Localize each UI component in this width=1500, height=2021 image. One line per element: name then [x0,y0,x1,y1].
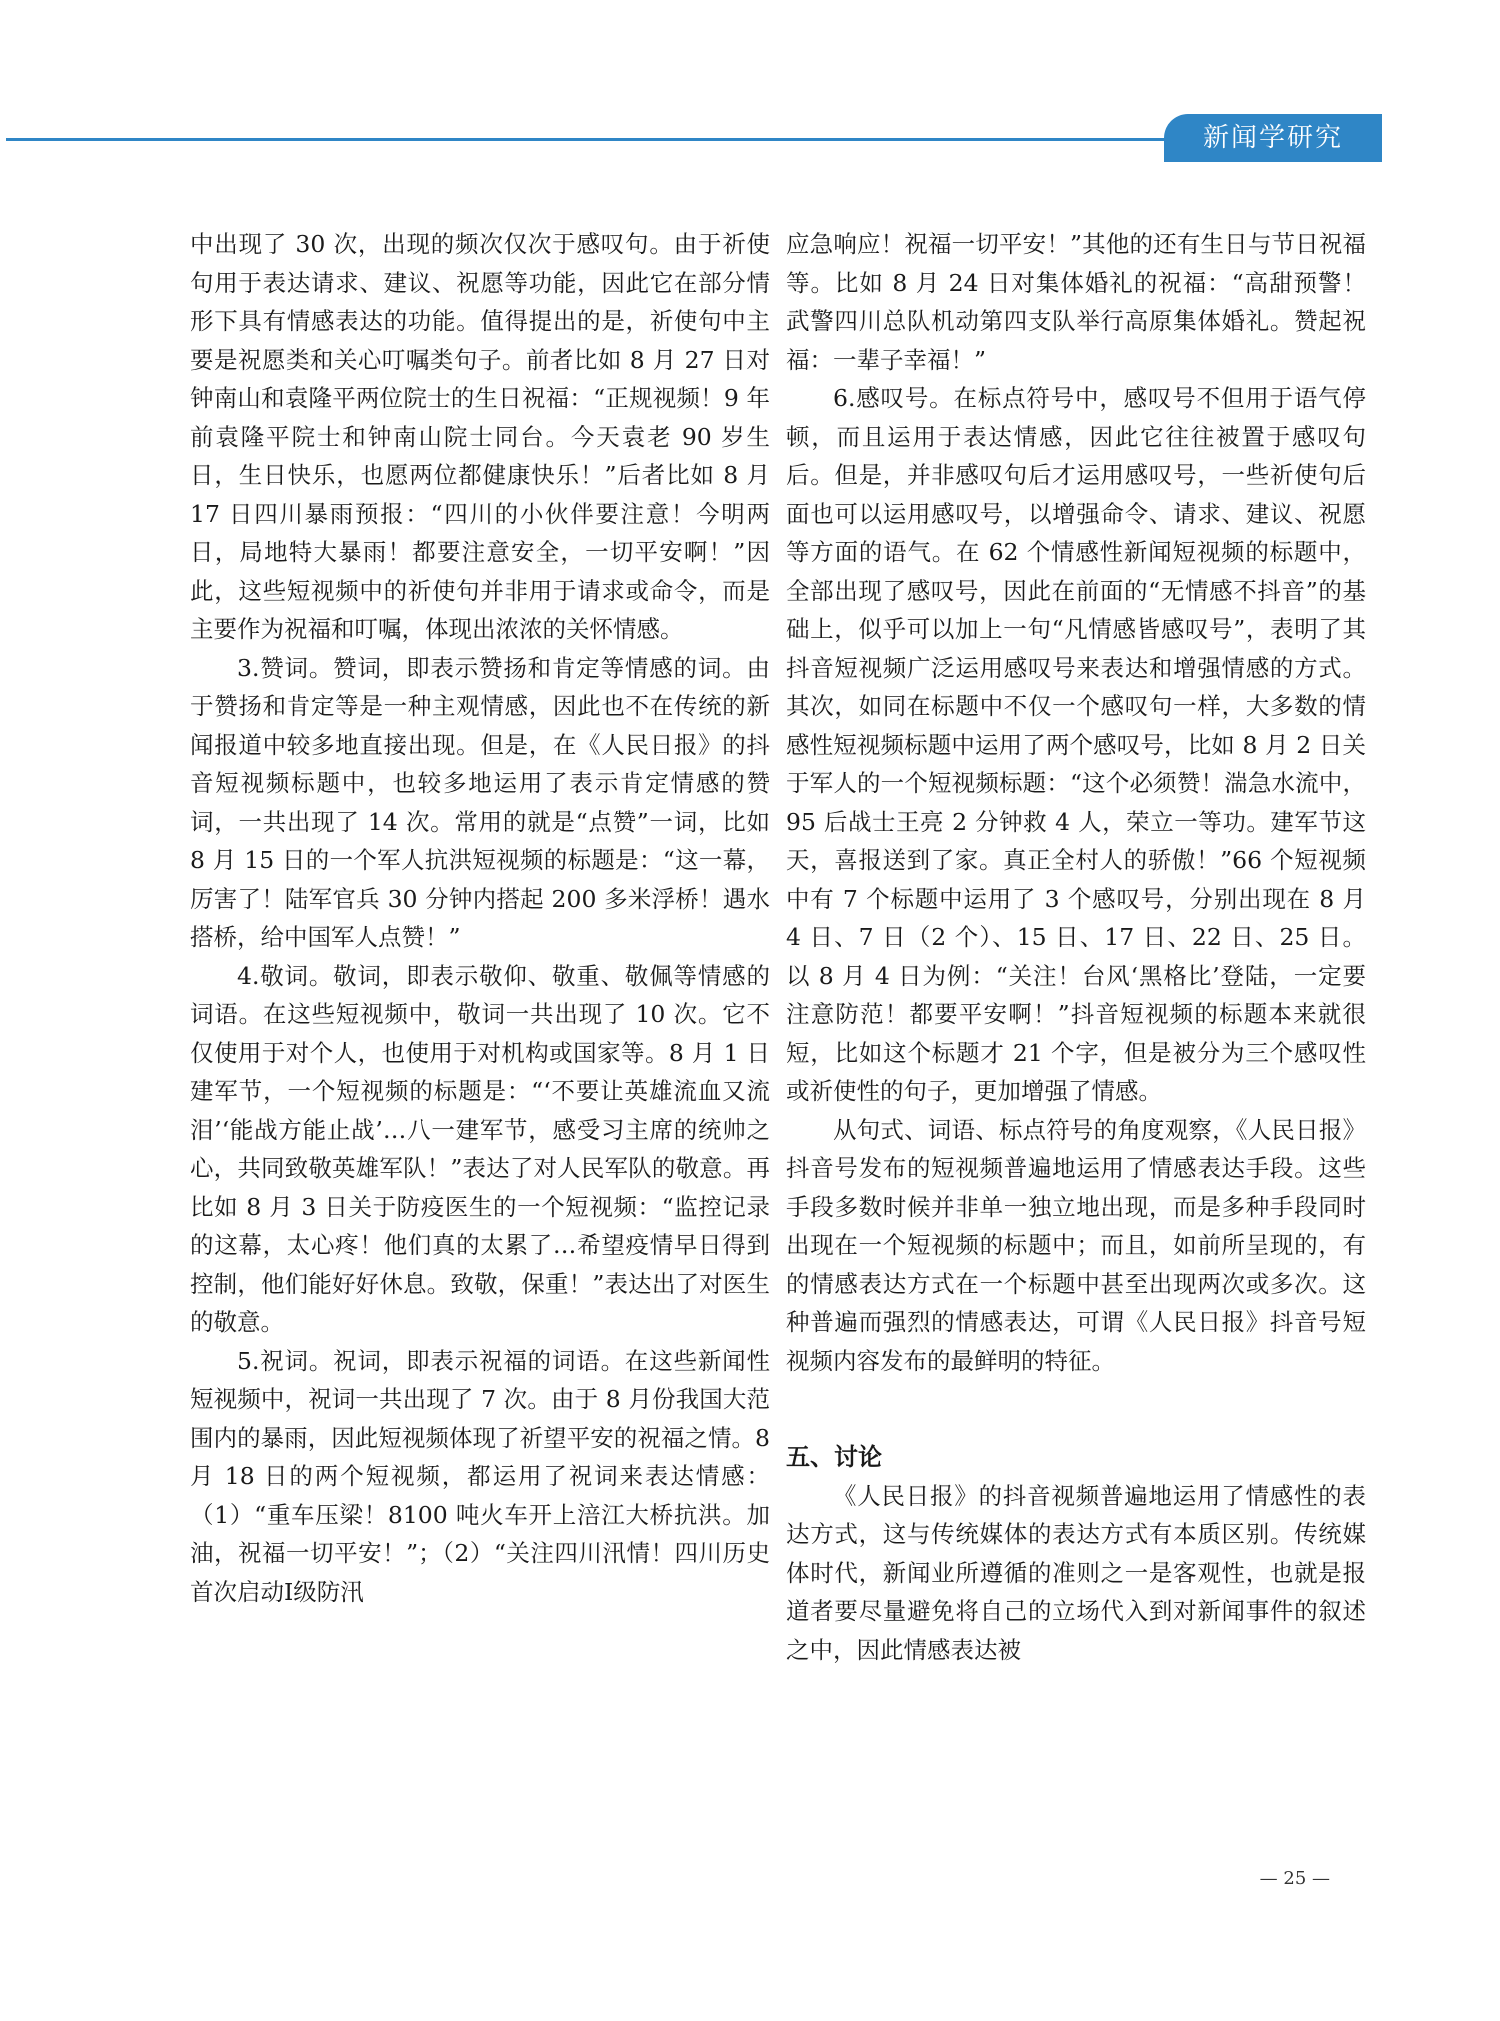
header-rule [6,138,1186,141]
paragraph: 应急响应！祝福一切平安！”其他的还有生日与节日祝福等。比如 8 月 24 日对集体婚礼的祝福：“高甜预警！武警四川总队机动第四支队举行高原集体婚礼。赞起祝福：一辈子幸福！” [786,230,1366,374]
paragraph: 4.敬词。敬词，即表示敬仰、敬重、敬佩等情感的词语。在这些短视频中，敬词一共出现了 10 次。它不仅使用于对个人，也使用于对机构或国家等。8 月 1 日建军节，一个短视频的标题是：“‘不要让英雄流血又流泪’‘能战方能止战’…八一建军节，感受习主席的统帅之心，共同致敬英雄军队！”表达了对人民军队的敬意。再比如 8 月 3 日关于防疫医生的一个短视频：“监控记录的这幕，太心疼！他们真的太累了…希望疫情早日得到控制，他们能好好休息。致敬，保重！”表达出了对医生的敬意。 [190,961,770,1336]
right-column [786,225,1366,1669]
paragraph: 3.赞词。赞词，即表示赞扬和肯定等情感的词。由于赞扬和肯定等是一种主观情感，因此也不在传统的新闻报道中较多地直接出现。但是，在《人民日报》的抖音短视频标题中，也较多地运用了表示肯定情感的赞词，一共出现了 14 次。常用的就是“点赞”一词，比如 8 月 15 日的一个军人抗洪短视频的标题是：“这一幕，厉害了！陆军官兵 30 分钟内搭起 200 多米浮桥！遇水搭桥，给中国军人点赞！” [190,653,770,951]
paragraph: 《人民日报》的抖音视频普遍地运用了情感性的表达方式，这与传统媒体的表达方式有本质区别。传统媒体时代，新闻业所遵循的准则之一是客观性，也就是报道者要尽量避免将自己的立场代入到对新闻事件的叙述之中，因此情感表达被 [786,1481,1366,1664]
section-heading: 五、讨论 [786,1442,882,1471]
section-spacer [786,1380,1366,1438]
left-column [190,225,770,1611]
page-number: — 25 — [1259,1868,1330,1889]
section-header-tab [1164,114,1382,162]
paragraph: 5.祝词。祝词，即表示祝福的词语。在这些新闻性短视频中，祝词一共出现了 7 次。由于 8 月份我国大范围内的暴雨，因此短视频体现了祈望平安的祝福之情。8 月 18 日的两个短视频，都运用了祝词来表达情感：（1）“重车压梁！8100 吨火车开上涪江大桥抗洪。加油，祝福一切平安！”；（2）“关注四川汛情！四川历史首次启动Ⅰ级防汛 [190,1346,770,1606]
paragraph: 中出现了 30 次，出现的频次仅次于感叹句。由于祈使句用于表达请求、建议、祝愿等功能，因此它在部分情形下具有情感表达的功能。值得提出的是，祈使句中主要是祝愿类和关心叮嘱类句子。前者比如 8 月 27 日对钟南山和袁隆平两位院士的生日祝福：“正规视频！9 年前袁隆平院士和钟南山院士同台。今天袁老 90 岁生日，生日快乐，也愿两位都健康快乐！”后者比如 8 月 17 日四川暴雨预报：“四川的小伙伴要注意！今明两日，局地特大暴雨！都要注意安全，一切平安啊！”因此，这些短视频中的祈使句并非用于请求或命令，而是主要作为祝福和叮嘱，体现出浓浓的关怀情感。 [190,230,770,643]
paragraph: 6.感叹号。在标点符号中，感叹号不但用于语气停顿，而且运用于表达情感，因此它往往被置于感叹句后。但是，并非感叹句后才运用感叹号，一些祈使句后面也可以运用感叹号，以增强命令、请求、建议、祝愿等方面的语气。在 62 个情感性新闻短视频的标题中，全部出现了感叹号，因此在前面的“无情感不抖音”的基础上，似乎可以加上一句“凡情感皆感叹号”，表明了其抖音短视频广泛运用感叹号来表达和增强情感的方式。其次，如同在标题中不仅一个感叹句一样，大多数的情感性短视频标题中运用了两个感叹号，比如 8 月 2 日关于军人的一个短视频标题：“这个必须赞！湍急水流中，95 后战士王亮 2 分钟救 4 人，荣立一等功。建军节这天，喜报送到了家。真正全村人的骄傲！”66 个短视频中有 7 个标题中运用了 3 个感叹号，分别出现在 8 月 4 日、7 日（2 个）、15 日、17 日、22 日、25 日。以 8 月 4 日为例：“关注！台风‘黑格比’登陆，一定要注意防范！都要平安啊！”抖音短视频的标题本来就很短，比如这个标题才 21 个字，但是被分为三个感叹性或祈使性的句子，更加增强了情感。 [786,384,1366,1105]
section-title: 新闻学研究 [1202,123,1343,153]
paragraph: 从句式、词语、标点符号的角度观察，《人民日报》抖音号发布的短视频普遍地运用了情感表达手段。这些手段多数时候并非单一独立地出现，而是多种手段同时出现在一个短视频的标题中；而且，如前所呈现的，有的情感表达方式在一个标题中甚至出现两次或多次。这种普遍而强烈的情感表达，可谓《人民日报》抖音号短视频内容发布的最鲜明的特征。 [786,1115,1366,1375]
